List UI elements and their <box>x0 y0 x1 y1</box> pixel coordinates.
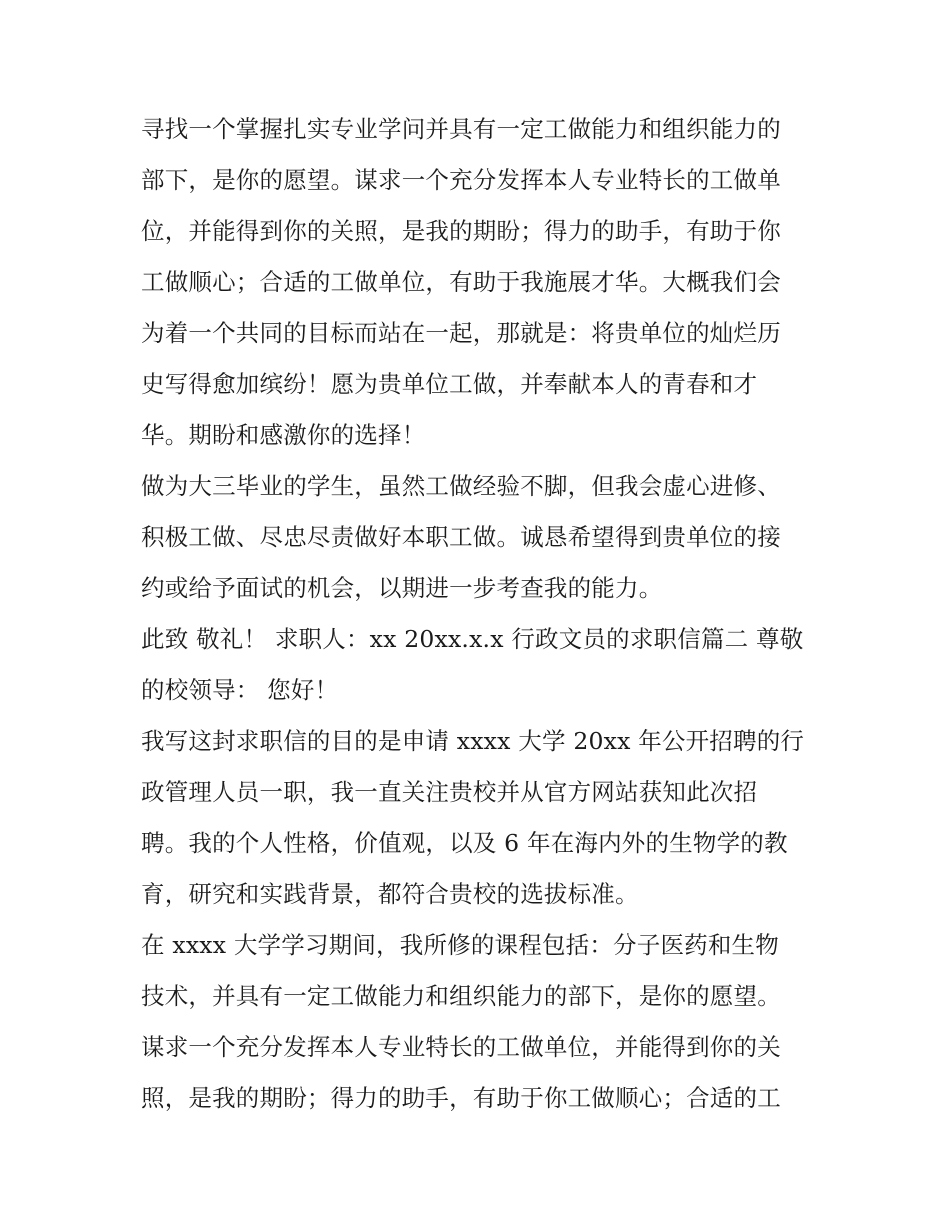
text-line: 积极工做、尽忠尽责做好本职工做。诚恳希望得到贵单位的接 <box>141 523 781 551</box>
text-line: 在 xxxx 大学学习期间，我所修的课程包括：分子医药和生物 <box>141 931 779 959</box>
text-line: 工做顺心；合适的工做单位，有助于我施展才华。大概我们会 <box>141 268 781 296</box>
text-line: 照，是我的期盼；得力的助手，有助于你工做顺心；合适的工 <box>141 1084 781 1112</box>
text-line: 我写这封求职信的目的是申请 xxxx 大学 20xx 年公开招聘的行 <box>141 727 805 755</box>
text-line: 做为大三毕业的学生，虽然工做经验不脚，但我会虚心进修、 <box>141 472 781 500</box>
text-line: 谋求一个充分发挥本人专业特长的工做单位，并能得到你的关 <box>141 1033 781 1061</box>
text-line: 华。期盼和感激你的选择！ <box>141 421 426 449</box>
text-line: 约或给予面试的机会，以期进一步考查我的能力。 <box>141 574 663 602</box>
text-line: 此致 敬礼！ 求职人：xx 20xx.x.x 行政文员的求职信篇二 尊敬 <box>141 625 804 653</box>
text-line: 寻找一个掌握扎实专业学问并具有一定工做能力和组织能力的 <box>141 115 781 143</box>
text-line: 的校领导： 您好！ <box>141 676 339 704</box>
text-line: 史写得愈加缤纷！愿为贵单位工做，并奉献本人的青春和才 <box>141 370 758 398</box>
text-line: 育，研究和实践背景，都符合贵校的选拔标准。 <box>141 880 639 908</box>
text-line: 部下，是你的愿望。谋求一个充分发挥本人专业特长的工做单 <box>141 166 781 194</box>
text-line: 聘。我的个人性格，价值观，以及 6 年在海内外的生物学的教 <box>141 829 788 857</box>
text-line: 政管理人员一职，我一直关注贵校并从官方网站获知此次招 <box>141 778 758 806</box>
text-line: 为着一个共同的目标而站在一起，那就是：将贵单位的灿烂历 <box>141 319 781 347</box>
text-line: 技术，并具有一定工做能力和组织能力的部下，是你的愿望。 <box>141 982 781 1010</box>
text-line: 位，并能得到你的关照，是我的期盼；得力的助手，有助于你 <box>141 217 781 245</box>
body-text <box>141 104 821 1124</box>
